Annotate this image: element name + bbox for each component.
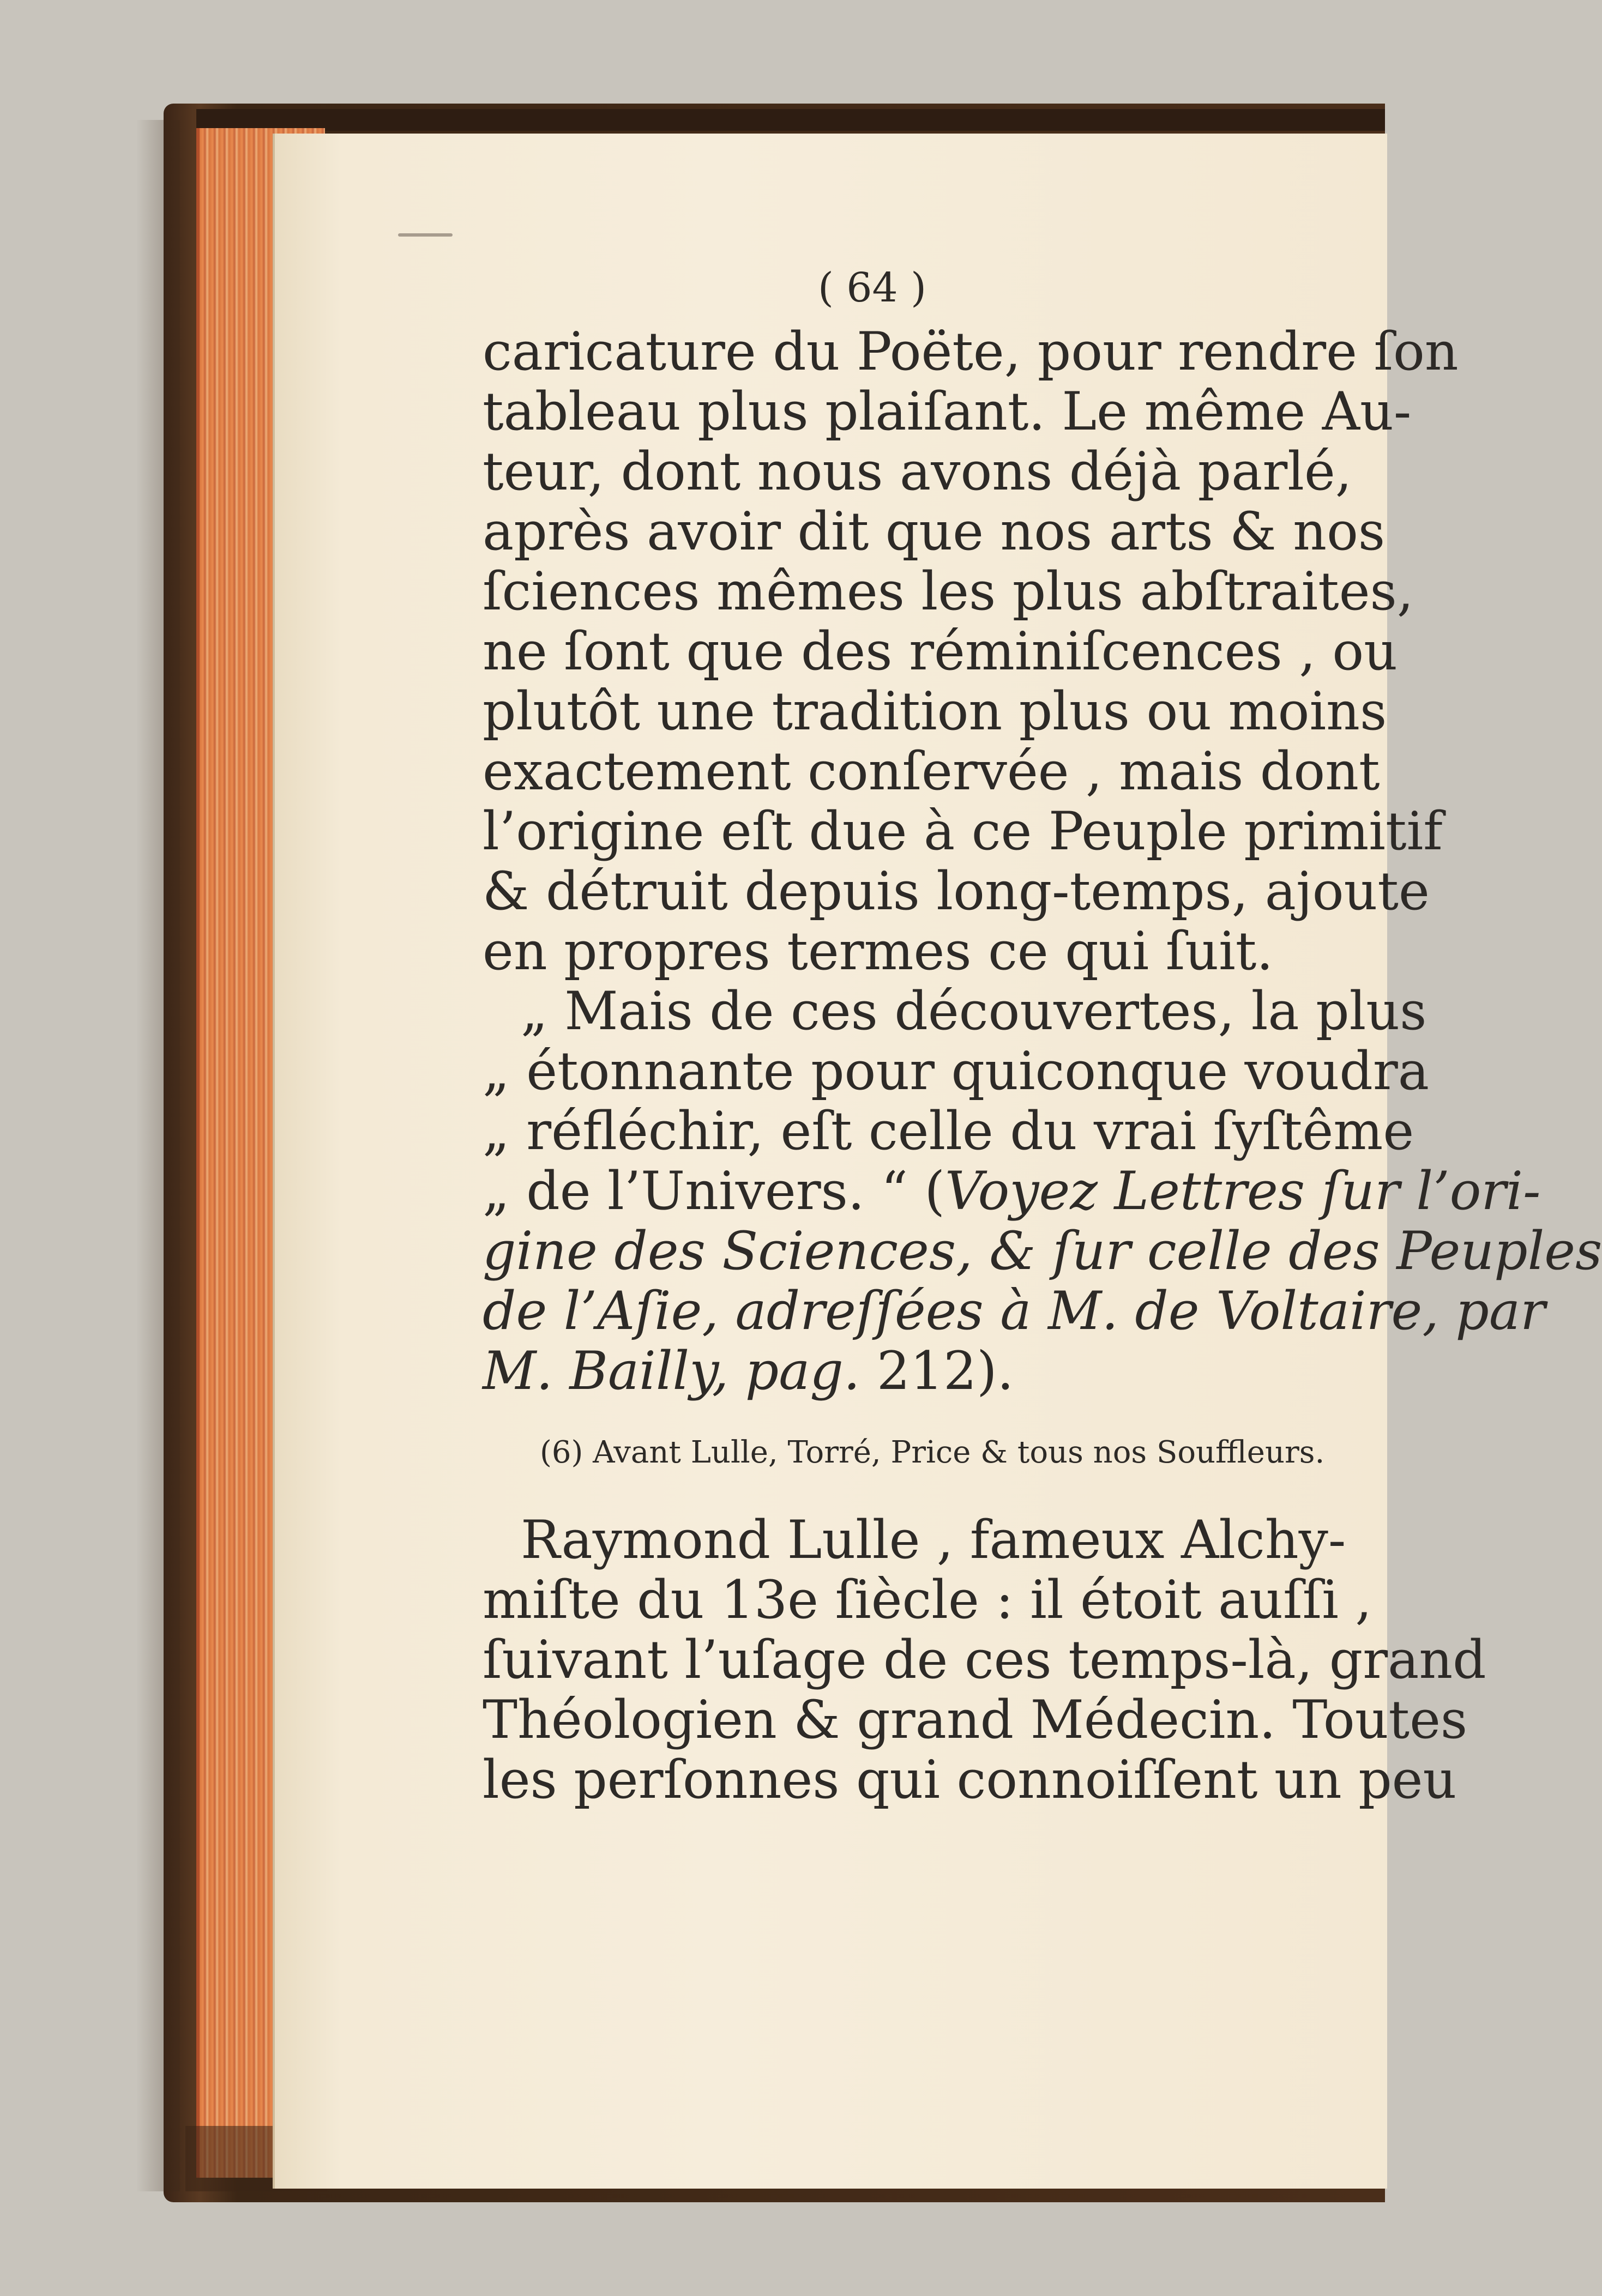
citation-text: M. Bailly, pag.: [483, 1340, 860, 1401]
book-top-edge: [196, 109, 1385, 131]
text-line: après avoir dit que nos arts & nos: [483, 501, 1386, 562]
text-line: caricature du Poëte, pour rendre ſon: [483, 321, 1459, 382]
quote-line: „ Mais de ces découvertes, la plus: [521, 981, 1427, 1042]
citation-text: Voyez Lettres ſur l’ori-: [944, 1161, 1541, 1222]
citation-line: [483, 1341, 1325, 1401]
quote-line: [483, 1161, 1541, 1222]
text-line: & détruit depuis long-temps, ajoute: [483, 861, 1430, 922]
quote-line: „ réfléchir, eſt celle du vrai ſyſtême: [483, 1101, 1414, 1162]
citation-line: de l’Aſie, adreſſées à M. de Voltaire, par: [483, 1280, 1545, 1342]
text-line: plutôt une tradition plus ou moins: [483, 681, 1387, 742]
text-line: tableau plus plaiſant. Le même Au-: [483, 381, 1412, 442]
quote-end: „ de l’Univers. “ (: [483, 1161, 945, 1222]
footnote: (6) Avant Lulle, Torré, Price & tous nos Souffleurs.: [540, 1435, 1325, 1470]
text-line: exactement conſervée , mais dont: [483, 741, 1380, 802]
spine-shadow: [136, 120, 180, 2191]
text-line: Raymond Lulle , fameux Alchy-: [521, 1509, 1346, 1570]
paragraph-2: [483, 1509, 1486, 1810]
quotation: [483, 981, 1602, 1401]
paragraph-1: [483, 321, 1459, 982]
page-number: ( 64 ): [818, 264, 926, 311]
ink-smudge: [398, 233, 453, 237]
text-line: Théologien & grand Médecin. Toutes: [483, 1689, 1468, 1750]
text-line: en propres termes ce qui ſuit.: [483, 921, 1273, 982]
text-line: miſte du 13e ſiècle : il étoit auſſi ,: [483, 1569, 1372, 1630]
text-line: teur, dont nous avons déjà parlé,: [483, 441, 1352, 502]
quote-line: „ étonnante pour quiconque voudra: [483, 1041, 1429, 1102]
text-line: ſuivant l’uſage de ces temps-là, grand: [483, 1629, 1486, 1690]
citation-page: 212).: [860, 1340, 1014, 1401]
citation-line: gine des Sciences, & ſur celle des Peuples: [483, 1220, 1602, 1282]
text-line: l’origine eſt due à ce Peuple primitif: [483, 801, 1443, 862]
text-line: ſciences mêmes les plus abſtraites,: [483, 561, 1414, 622]
text-line: les perſonnes qui connoiſſent un peu: [483, 1749, 1457, 1810]
text-line: ne ſont que des réminiſcences , ou: [483, 621, 1398, 682]
text-column: [483, 321, 1602, 1810]
